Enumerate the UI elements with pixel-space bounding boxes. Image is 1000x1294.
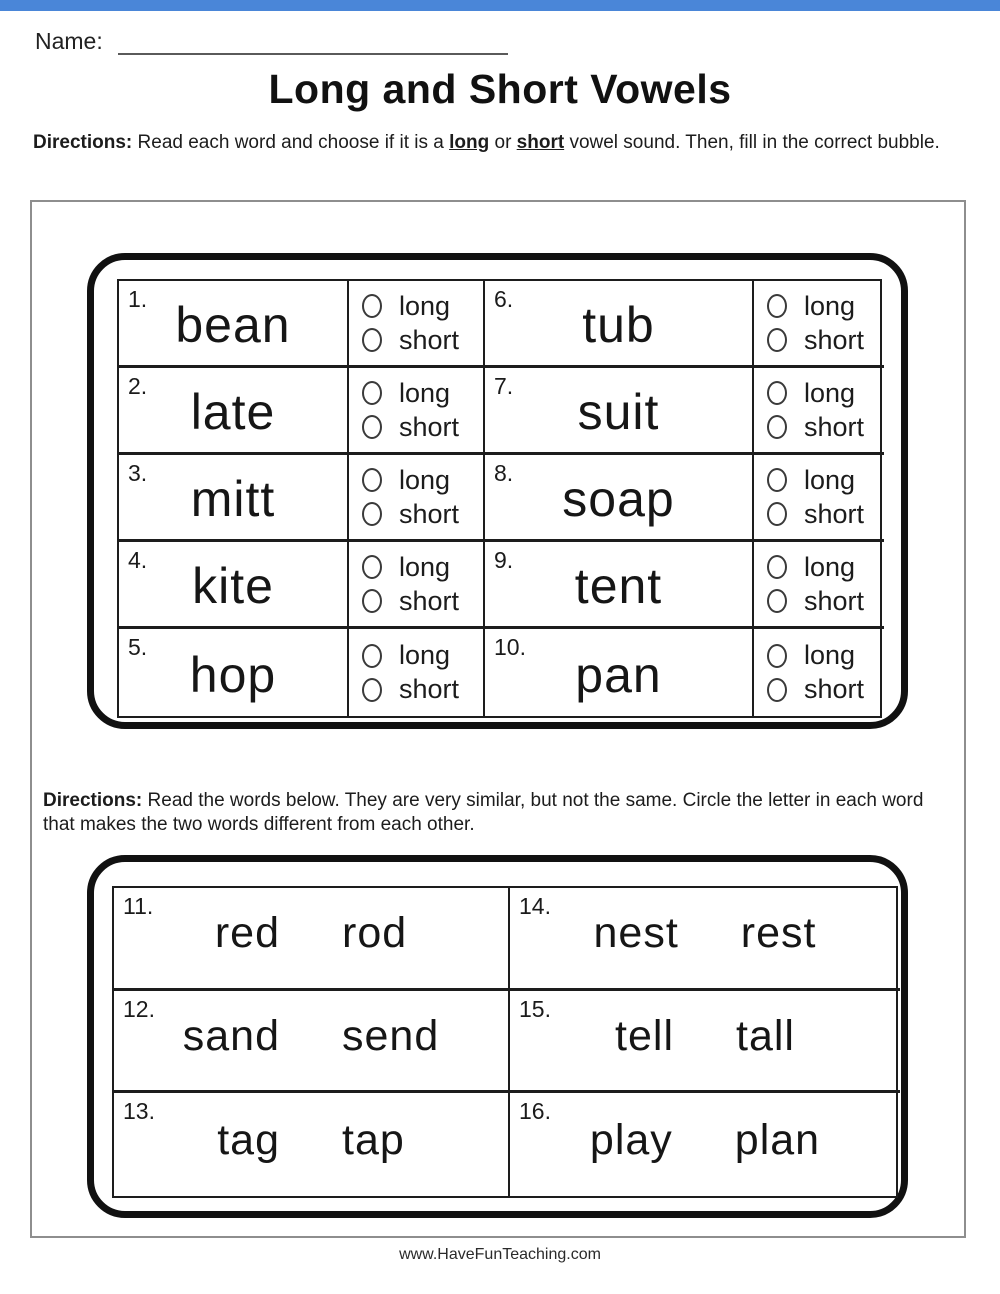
bubble-cell <box>754 368 884 455</box>
bubble-option-label: long <box>804 551 856 582</box>
pair-word-left: play <box>589 1116 673 1165</box>
bubble-option-label: short <box>804 498 865 529</box>
bubble-option-label: short <box>399 324 460 355</box>
bubble-option-label: long <box>399 290 451 321</box>
bubble-option-long[interactable] <box>767 291 884 322</box>
vowel-word-cell <box>119 281 349 368</box>
item-number: 15. <box>519 995 551 1022</box>
bubble-option-short[interactable] <box>362 325 483 356</box>
bubble-cell <box>754 281 884 368</box>
bubble-circle-icon[interactable] <box>362 678 382 702</box>
short-keyword: short <box>516 132 565 153</box>
bubble-option-short[interactable] <box>362 412 483 443</box>
vowel-word: bean <box>175 297 291 353</box>
bubble-cell <box>349 281 485 368</box>
bubble-option-long[interactable] <box>362 465 483 496</box>
pair-cell <box>510 991 900 1094</box>
vowel-word: late <box>190 384 276 440</box>
bubble-option-label: long <box>804 290 856 321</box>
bubble-option-long[interactable] <box>767 378 884 409</box>
vowel-word: mitt <box>190 471 276 527</box>
directions-text: Read each word and choose if it is a <box>132 132 450 153</box>
pair-word-right: plan <box>734 1116 821 1165</box>
bubble-cell <box>349 368 485 455</box>
directions-label: Directions: <box>43 790 143 811</box>
bubble-option-label: short <box>804 585 865 616</box>
vowel-word: tub <box>582 297 655 353</box>
pair-cell <box>510 1093 900 1196</box>
page-title: Long and Short Vowels <box>268 66 732 112</box>
bubble-circle-icon[interactable] <box>362 328 382 352</box>
directions-label: Directions: <box>33 132 133 153</box>
bubble-option-short[interactable] <box>767 499 884 530</box>
name-input-line[interactable] <box>118 29 508 55</box>
bubble-circle-icon[interactable] <box>767 589 787 613</box>
bubble-circle-icon[interactable] <box>362 555 382 579</box>
bubble-option-label: short <box>804 411 865 442</box>
bubble-option-short[interactable] <box>362 586 483 617</box>
long-keyword: long <box>449 132 490 153</box>
vowel-word: kite <box>192 558 274 614</box>
bubble-option-short[interactable] <box>767 586 884 617</box>
pair-word-left: red <box>214 909 280 958</box>
bubble-circle-icon[interactable] <box>362 294 382 318</box>
bubble-option-short[interactable] <box>362 674 483 705</box>
bubble-option-label: short <box>399 498 460 529</box>
bubble-option-short[interactable] <box>767 325 884 356</box>
bubble-circle-icon[interactable] <box>767 328 787 352</box>
bubble-circle-icon[interactable] <box>362 415 382 439</box>
item-number: 5. <box>128 634 148 660</box>
vowel-word-cell <box>485 542 754 629</box>
pair-word-right: rest <box>740 909 817 958</box>
vowel-word-cell <box>485 455 754 542</box>
vowel-word-cell <box>119 368 349 455</box>
item-number: 8. <box>494 460 514 486</box>
pair-word-left: sand <box>182 1011 280 1060</box>
directions-pairs <box>43 789 959 837</box>
bubble-cell <box>349 455 485 542</box>
bubble-circle-icon[interactable] <box>767 555 787 579</box>
bubble-option-label: short <box>804 324 865 355</box>
bubble-option-short[interactable] <box>362 499 483 530</box>
pair-word-right: send <box>342 1011 440 1060</box>
bubble-option-long[interactable] <box>362 378 483 409</box>
bubble-option-long[interactable] <box>767 640 884 671</box>
vowel-table <box>117 279 882 718</box>
bubble-option-label: long <box>399 464 451 495</box>
bubble-circle-icon[interactable] <box>767 415 787 439</box>
vowel-word: suit <box>577 384 660 440</box>
bubble-option-short[interactable] <box>767 412 884 443</box>
bubble-cell <box>349 629 485 716</box>
bubble-option-label: long <box>804 640 856 670</box>
item-number: 6. <box>494 286 514 312</box>
pair-cell <box>114 991 510 1094</box>
item-number: 11. <box>123 893 154 919</box>
item-number: 3. <box>128 460 148 486</box>
bubble-circle-icon[interactable] <box>767 381 787 405</box>
vowel-word-cell <box>119 629 349 716</box>
vowel-word: tent <box>574 558 663 614</box>
directions-text: Read the words below. They are very similar, but not the same. Circle the letter in each word that makes the two words different from each other. <box>43 790 924 835</box>
bubble-cell <box>754 455 884 542</box>
item-number: 14. <box>519 893 551 919</box>
bubble-option-label: short <box>399 411 460 442</box>
bubble-option-label: long <box>399 377 451 408</box>
bubble-option-short[interactable] <box>767 674 884 705</box>
bubble-option-long[interactable] <box>362 291 483 322</box>
bubble-circle-icon[interactable] <box>767 678 787 702</box>
bubble-cell <box>754 629 884 716</box>
item-number: 13. <box>123 1098 155 1125</box>
bubble-option-label: short <box>399 674 460 704</box>
bubble-option-long[interactable] <box>362 552 483 583</box>
vowel-word-cell <box>485 629 754 716</box>
pair-word-right: tap <box>342 1116 405 1165</box>
bubble-circle-icon[interactable] <box>362 589 382 613</box>
bubble-cell <box>754 542 884 629</box>
name-label: Name: <box>35 28 103 54</box>
bubble-option-long[interactable] <box>362 640 483 671</box>
item-number: 16. <box>519 1098 551 1125</box>
item-number: 7. <box>494 373 514 399</box>
pair-word-left: tell <box>615 1011 674 1060</box>
item-number: 9. <box>494 547 514 573</box>
bubble-option-label: long <box>804 464 856 495</box>
bubble-option-long[interactable] <box>767 465 884 496</box>
vowel-word-cell <box>485 281 754 368</box>
bubble-option-long[interactable] <box>767 552 884 583</box>
vowel-word-cell <box>485 368 754 455</box>
pair-word-left: nest <box>593 909 679 958</box>
pair-word-right: rod <box>342 909 408 958</box>
directions-vowels <box>33 131 973 155</box>
bubble-circle-icon[interactable] <box>767 294 787 318</box>
bubble-cell <box>349 542 485 629</box>
vowel-word-cell <box>119 542 349 629</box>
item-number: 10. <box>494 634 526 660</box>
bubble-option-label: long <box>804 377 856 408</box>
pair-cell <box>510 888 900 991</box>
directions-text: vowel sound. Then, fill in the correct bubble. <box>564 132 940 153</box>
item-number: 12. <box>123 995 155 1022</box>
bubble-circle-icon[interactable] <box>362 644 382 668</box>
bubble-option-label: short <box>804 674 865 704</box>
top-accent-bar <box>0 0 1000 11</box>
bubble-circle-icon[interactable] <box>362 468 382 492</box>
bubble-option-label: long <box>399 640 451 670</box>
bubble-circle-icon[interactable] <box>362 381 382 405</box>
item-number: 4. <box>128 547 148 573</box>
item-number: 1. <box>128 286 148 312</box>
footer-website: www.HaveFunTeaching.com <box>399 1246 601 1263</box>
vowel-word: pan <box>575 646 662 703</box>
pair-cell <box>114 888 510 991</box>
vowel-word-cell <box>119 455 349 542</box>
pair-word-left: tag <box>217 1116 280 1165</box>
name-row <box>35 28 508 55</box>
bubble-circle-icon[interactable] <box>767 502 787 526</box>
bubble-circle-icon[interactable] <box>362 502 382 526</box>
pair-cell <box>114 1093 510 1196</box>
vowel-word: hop <box>189 646 277 703</box>
bubble-circle-icon[interactable] <box>767 468 787 492</box>
item-number: 2. <box>128 373 148 399</box>
pairs-table <box>112 886 898 1198</box>
directions-text: or <box>489 132 517 153</box>
bubble-circle-icon[interactable] <box>767 644 787 668</box>
bubble-option-label: short <box>399 585 460 616</box>
bubble-option-label: long <box>399 551 451 582</box>
vowel-word: soap <box>562 471 675 527</box>
pair-word-right: tall <box>736 1011 795 1060</box>
